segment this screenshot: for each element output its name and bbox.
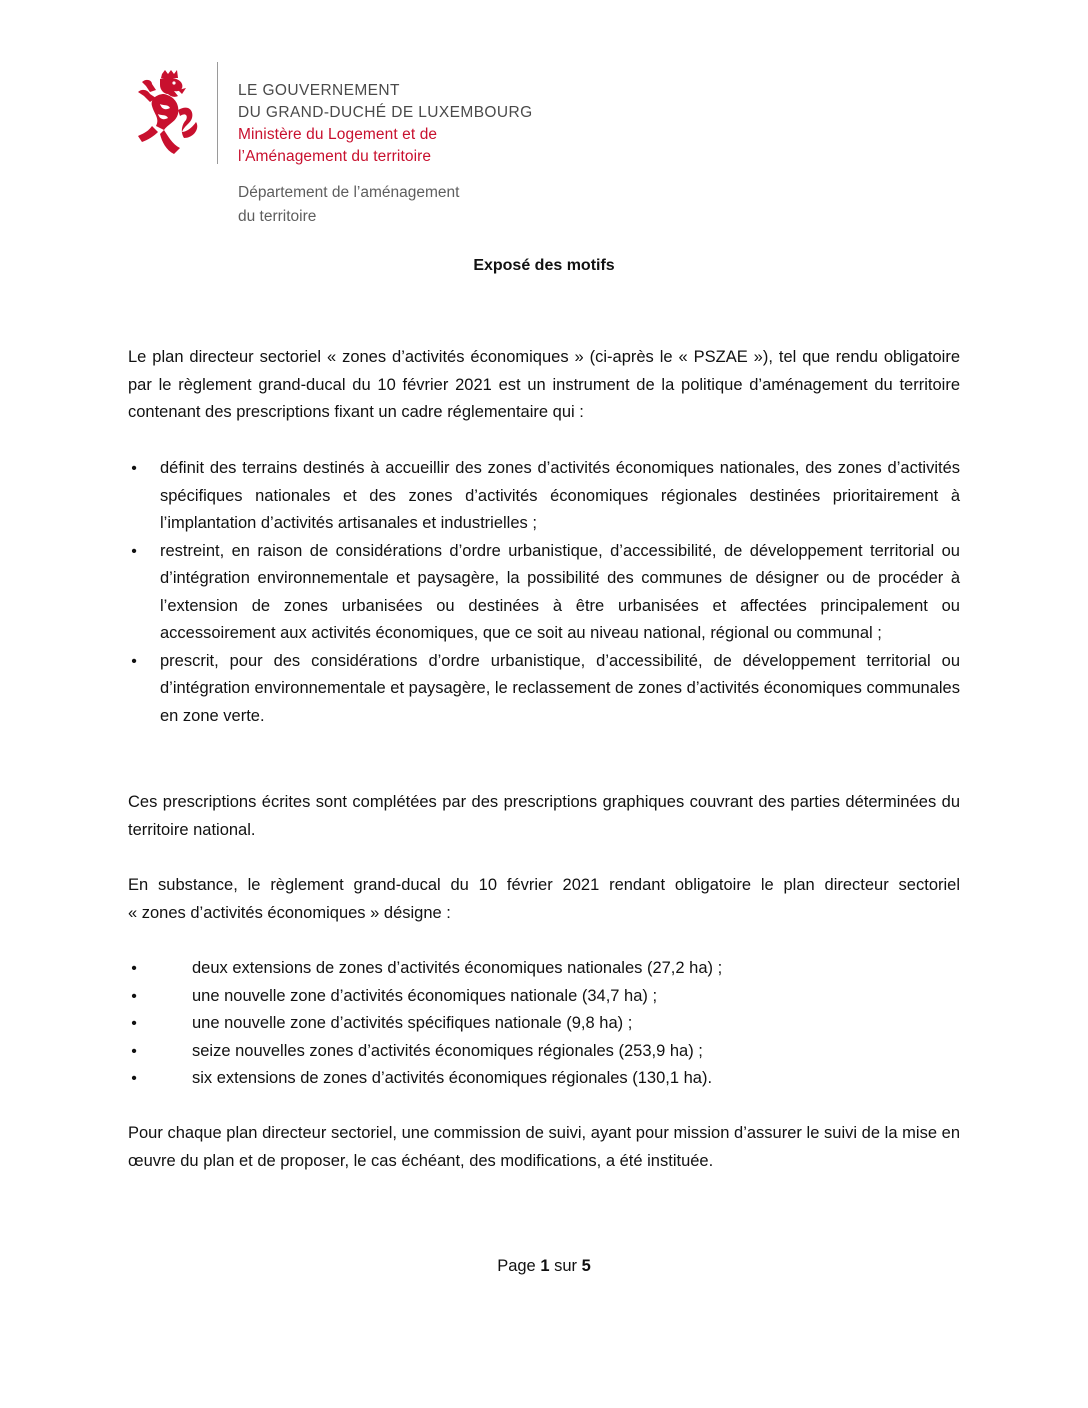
list-item-text: seize nouvelles zones d’activités économiques régionales (253,9 ha) ; [192,1041,703,1060]
paragraph-4: Pour chaque plan directeur sectoriel, une commission de suivi, ayant pour mission d’assurer le suivi de la mise en œuvre du plan et de proposer, le cas échéant, des modifications, a été instituée. [128,1124,960,1170]
list-item [128,455,960,538]
document-title: Exposé des motifs [473,257,615,274]
list-item [128,955,960,983]
page-footer [0,1254,1088,1278]
gov-line-1: LE GOUVERNEMENT [238,82,400,99]
list-item [128,1038,960,1066]
gov-line-2: DU GRAND-DUCHÉ DE LUXEMBOURG [238,104,533,121]
paragraph-3-block [128,872,960,927]
designations-list [128,955,960,1093]
bullet-icon: • [131,1015,137,1032]
list-item-text: prescrit, pour des considérations d’ordre urbanistique, d’accessibilité, de développement territorial ou d’intégration environnementale et paysagère, le reclassement de zones d’activités économiques communales en zone verte. [160,651,960,725]
page-word: Page [497,1257,536,1275]
paragraph-3-line-2: « zones d’activités économiques » désigne : [128,903,451,922]
list-item [128,538,960,648]
list-item-text: une nouvelle zone d’activités économiques nationale (34,7 ha) ; [192,986,658,1005]
intro-paragraph-block [128,344,960,427]
list-item-text: deux extensions de zones d’activités économiques nationales (27,2 ha) ; [192,959,723,977]
paragraph-2: Ces prescriptions écrites sont complétées par des prescriptions graphiques couvrant des parties déterminées du territoire national. [128,793,960,839]
list-item-text: définit des terrains destinés à accueillir des zones d’activités économiques nationales, des zones d’activités spécifiques nationales et des zones d’activités économiques régionales destinées prioritairement à l’implantation d’activités artisanales et industrielles ; [160,459,960,532]
bullet-icon: • [131,460,137,477]
total-pages-number: 5 [581,1257,591,1275]
prescriptions-list [128,455,960,730]
list-item [128,983,960,1011]
bullet-icon: • [131,987,137,1005]
list-item-text: restreint, en raison de considérations d’ordre urbanistique, d’accessibilité, de développement territorial ou d’intégration environnementale et paysagère, la possibilité des communes de désigner ou de procéder à l’extension de zones urbanisées ou destinées à être urbanisées et affectées principalement ou accessoirement aux activités économiques, que ce soit au niveau national, régional ou communal ; [160,541,960,642]
of-word: sur [554,1257,578,1275]
bullet-icon: • [131,1042,137,1060]
paragraph-4-block [128,1120,960,1175]
list-item-text: six extensions de zones d’activités économiques régionales (130,1 ha). [192,1069,713,1087]
current-page-number: 1 [540,1257,550,1275]
bullet-icon: • [131,652,137,670]
paragraph-3-line-1: En substance, le règlement grand-ducal du 10 février 2021 rendant obligatoire le plan directeur sectoriel [128,876,960,894]
department-heading [238,181,459,229]
intro-paragraph: Le plan directeur sectoriel « zones d’activités économiques » (ci-après le « PSZAE »), tel que rendu obligatoire par le règlement grand-ducal du 10 février 2021 est un instrument de la politique d’aménagement du territoire contenant des prescriptions fixant un cadre réglementaire qui : [128,348,960,421]
red-lion-icon [134,70,200,156]
bullet-icon: • [131,542,137,560]
list-item [128,1010,960,1038]
list-item [128,1065,960,1093]
bullet-icon: • [131,960,137,977]
ministry-line-1: Ministère du Logement et de [238,126,438,143]
list-item-text: une nouvelle zone d’activités spécifiques nationale (9,8 ha) ; [192,1014,633,1032]
ministry-line-2: l’Aménagement du territoire [238,148,432,165]
government-heading [238,80,533,168]
paragraph-2-block [128,789,960,844]
dept-line-2: du territoire [238,208,317,225]
list-item [128,648,960,731]
dept-line-1: Département de l’aménagement [238,184,460,201]
bullet-icon: • [131,1070,137,1087]
header-divider [217,62,218,164]
